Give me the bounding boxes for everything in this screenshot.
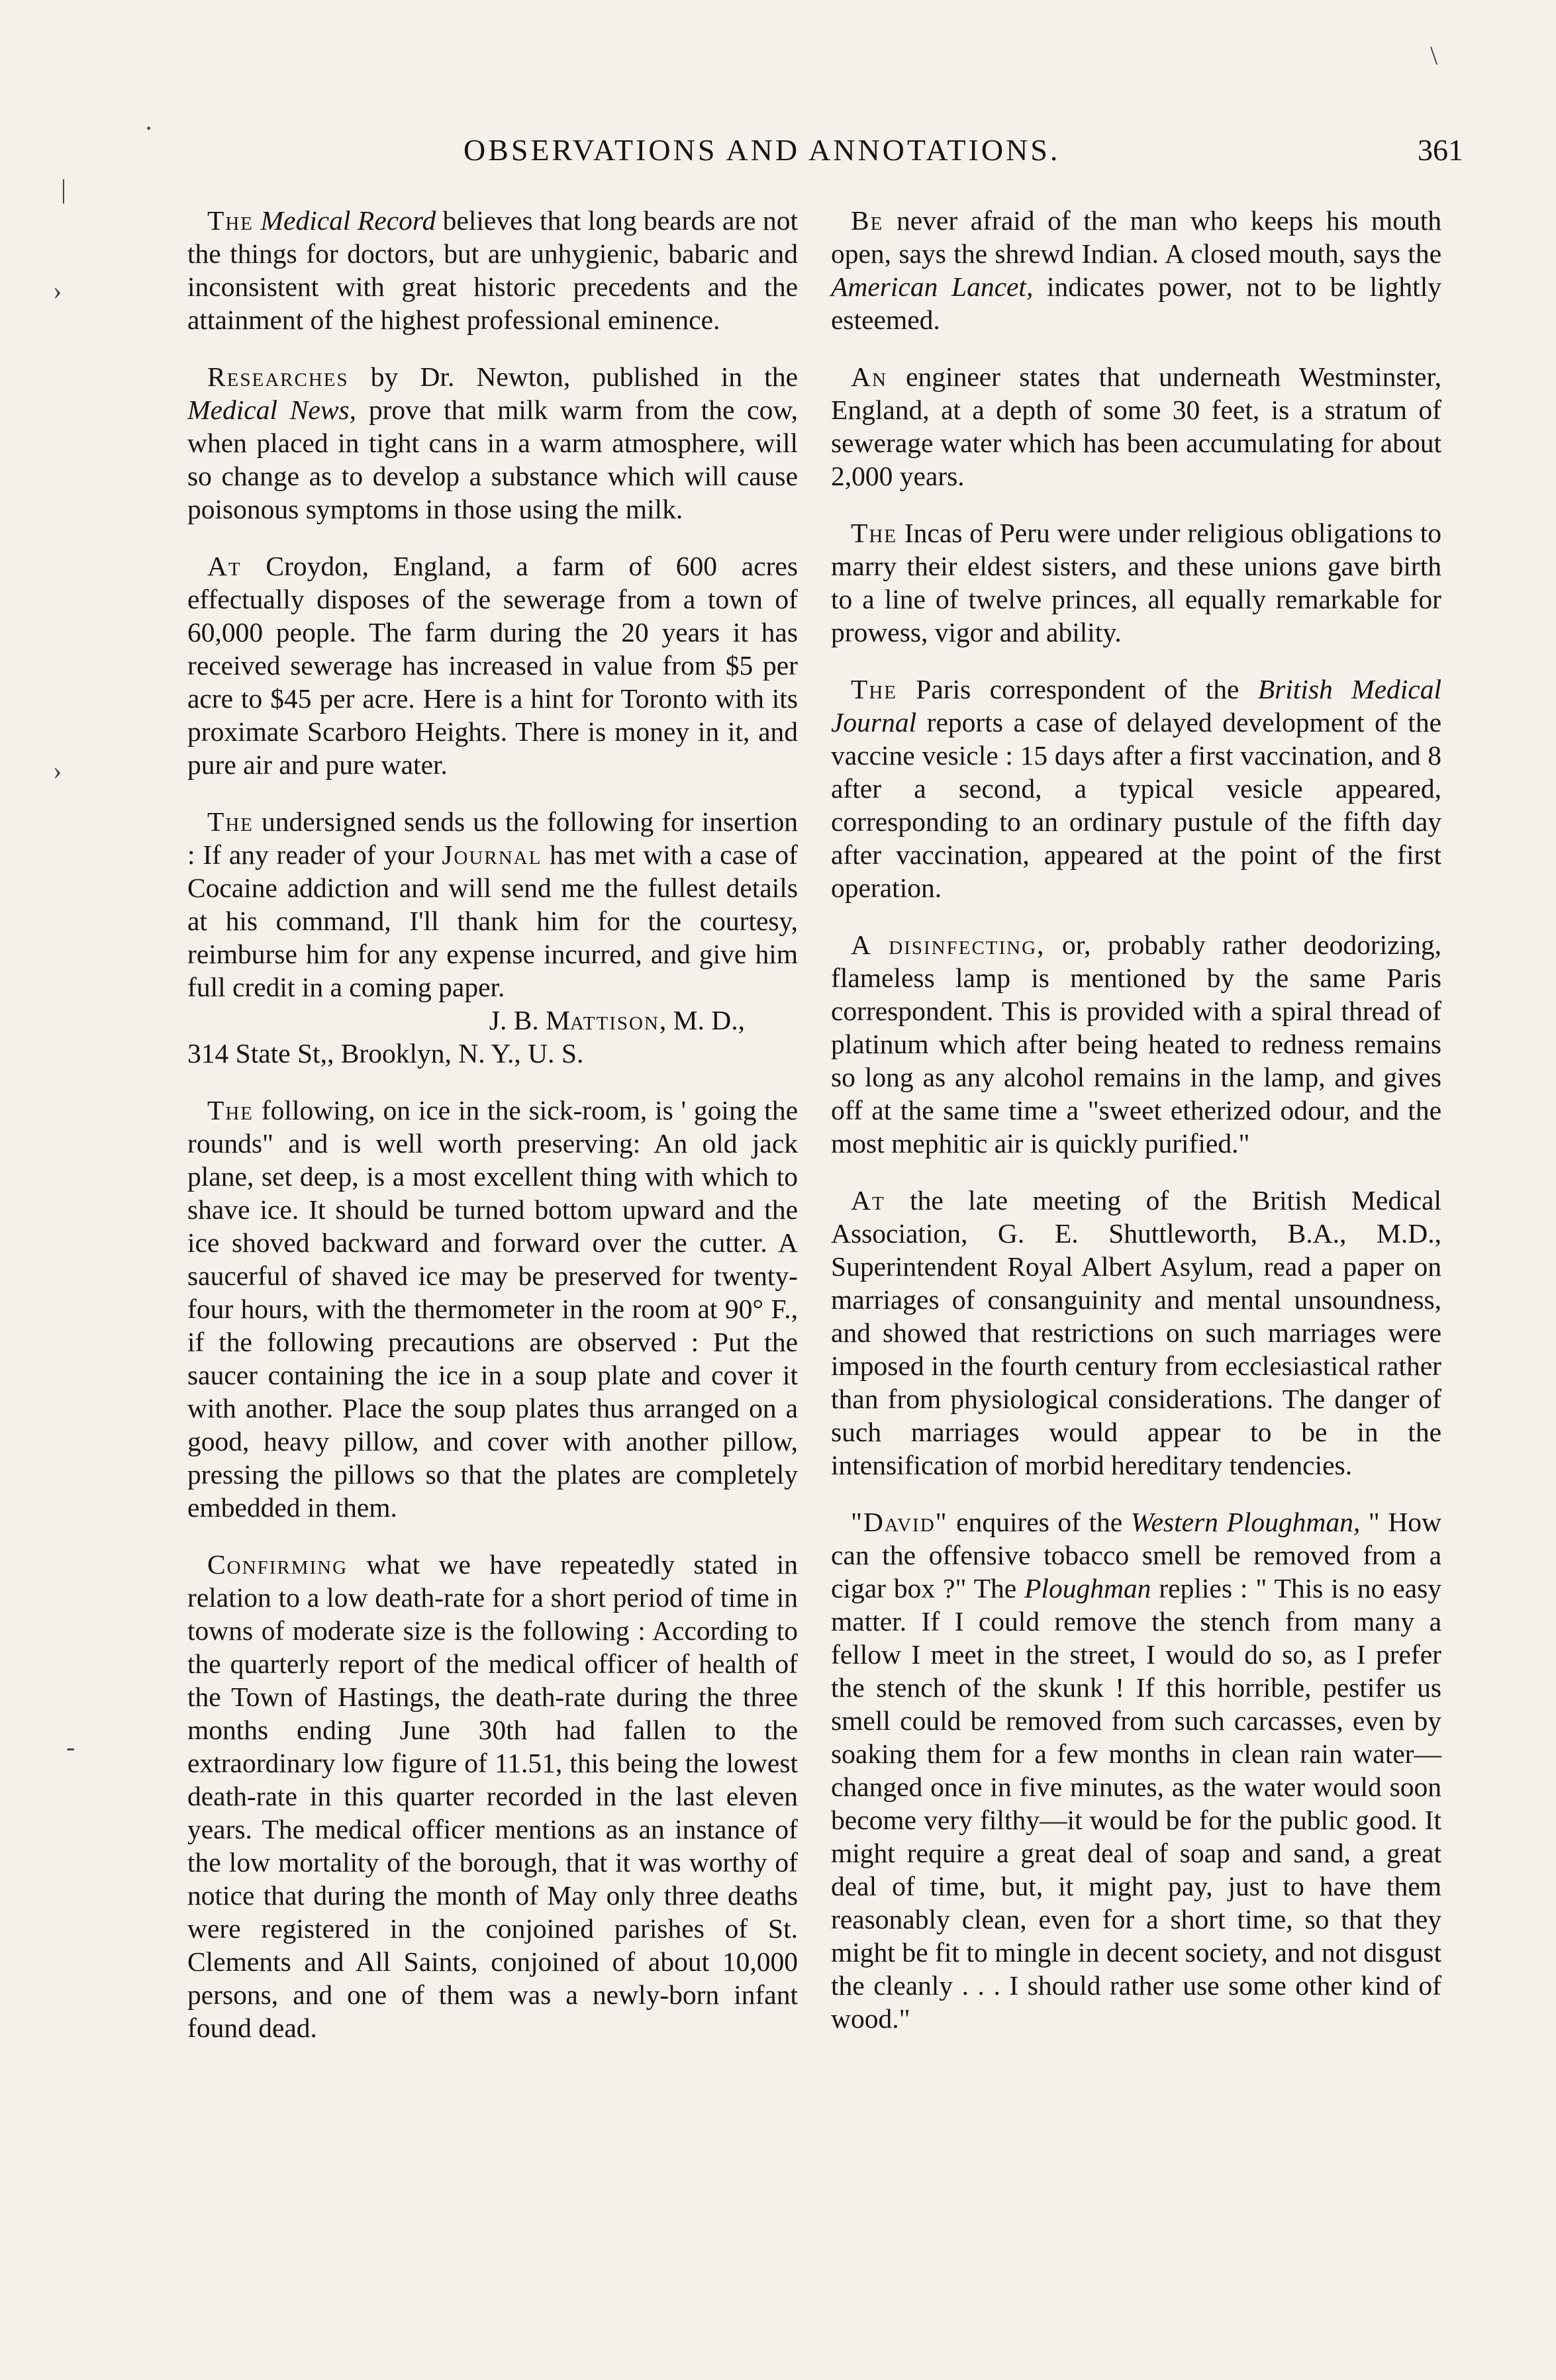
paragraph-indian: Be never afraid of the man who keeps his mouth open, says the shrewd Indian. A closed mouth, says the American Lancet, indicates power, not to be lightly esteemed. — [831, 205, 1441, 335]
margin-mark: \ — [1430, 40, 1438, 70]
paragraph-tobacco-smell: "David" enquires of the Western Ploughman, " How can the offensive tobacco smell be removed from a cigar box ?" The Ploughman replies : " This is no easy matter. If I could remove the stench from many a fellow I meet in the street, I would do so, as I prefer the stench of the skunk ! If this horrible, pestifer us smell could be removed from such carcasses, even by soaking them for a few months in clean rain water—changed once in five minutes, as the water would soon become very filthy—it would be for the public good. It might require a great deal of soap and sand, a great deal of time, but, it might pay, just to have them reasonably clean, even for a short time, so that they might be fit to mingle in decent society, and not disgust the cleanly . . . I should rather use some other kind of wood." — [831, 1507, 1442, 2034]
paragraph-ice: The following, on ice in the sick-room, is ' going the rounds" and is well worth preserving: An old jack plane, set deep, is a most excellent thing with which to shave ice. It should be turned bottom upward and the ice shoved backward and forward over the cutter. A saucerful of shaved ice may be preserved for twenty-four hours, with the thermometer in the room at 90° F., if the following precautions are observed : Put the saucer containing the ice in a soup plate and cover it with another. Place the soup plates thus arranged on a good, heavy pillow, and cover with another pillow, pressing the pillows so that the plates are completely embedded in them. — [187, 1095, 798, 1523]
paragraph-death-rate: Confirming what we have repeatedly stated in relation to a low death-rate for a short period of time in towns of moderate size is the following : According to the quarterly report of the medical officer of health of the Town of Hastings, the death-rate during the three months ending June 30th had fallen to the extraordinary low figure of 11.51, this being the lowest death-rate in this quarter recorded in the last eleven years. The medical officer mentions as an instance of the low mortality of the borough, that it was worthy of notice that during the month of May only three deaths were registered in the conjoined parishes of St. Clements and All Saints, conjoined of about 10,000 persons, and one of them was a newly-born infant found dead. — [187, 1549, 798, 2043]
signature-address: 314 State St,, Brooklyn, N. Y., U. S. — [187, 1038, 584, 1069]
paragraph-incas: The Incas of Peru were under religious obligations to marry their eldest sisters, and these unions gave birth to a line of twelve princes, all equally remarkable for prowess, vigor and ability. — [831, 518, 1441, 647]
paragraph-croydon: At Croydon, England, a farm of 600 acres effectually disposes of the sewerage from a town of 60,000 people. The farm during the 20 years it has received sewerage has increased in value from $5 per acre to $45 per acre. Here is a hint for Toronto with its proximate Scarboro Heights. There is money in it, and pure air and pure water. — [187, 551, 798, 780]
signature-name: J. B. Mattison, M. D., — [489, 1005, 745, 1035]
paragraph-cocaine-notice: The undersigned sends us the following for insertion : If any reader of your Journal has met with a case of Cocaine addiction and will send me the fullest details at his command, I'll thank him for the courtesy, reimburse him for any expense incurred, and give him full credit in a coming paper. — [187, 806, 798, 1002]
margin-mark: | — [61, 174, 67, 204]
paragraph-researches: Researches by Dr. Newton, published in the Medical News, prove that milk warm from the cow, when placed in tight cans in a warm atmosphere, will so change as to develop a substance which will cause poisonous symptoms in those using the milk. — [187, 361, 798, 524]
paragraph-vaccination: The Paris correspondent of the British Medical Journal reports a case of delayed development of the vaccine vesicle : 15 days after a first vaccination, and 8 after a second, a typical vesicle appeared, corresponding to an ordinary pustule of the fifth day after vaccination, appeared at the point of the first operation. — [831, 674, 1441, 903]
right-column — [831, 204, 1441, 2059]
paragraph-westminster: An engineer states that underneath Westminster, England, at a depth of some 30 feet, is a stratum of sewerage water which has been accumulating for about 2,000 years. — [831, 361, 1441, 491]
page-header — [463, 132, 1463, 179]
margin-mark: › — [53, 755, 62, 785]
signature — [187, 1004, 798, 1070]
margin-mark: · — [144, 113, 154, 143]
running-title: OBSERVATIONS AND ANNOTATIONS. — [463, 133, 1061, 167]
margin-mark: - — [66, 1732, 75, 1762]
page-number: 361 — [1418, 133, 1463, 167]
left-column — [187, 204, 798, 2068]
paragraph-lamp: A disinfecting, or, probably rather deodorizing, flameless lamp is mentioned by the same Paris correspondent. This is provided with a spiral thread of platinum which after being heated to redness remains so long as any alcohol remains in the lamp, and gives off at the same time a "sweet etherized odour, and the most mephitic air is quickly purified." — [831, 929, 1442, 1159]
paragraph-consanguinity: At the late meeting of the British Medical Association, G. E. Shuttleworth, B.A., M.D., Superintendent Royal Albert Asylum, read a paper on marriages of consanguinity and mental unsoundness, and showed that restrictions on such marriages were imposed in the fourth century from ecclesiastical rather than from physiological considerations. The danger of such marriages would appear to be in the intensification of morbid hereditary tendencies. — [831, 1185, 1441, 1480]
margin-mark: › — [53, 275, 62, 305]
paragraph-medical-record: The Medical Record believes that long beards are not the things for doctors, but are unhygienic, babaric and inconsistent with great historic precedents and the attainment of the highest professional eminence. — [187, 205, 798, 335]
